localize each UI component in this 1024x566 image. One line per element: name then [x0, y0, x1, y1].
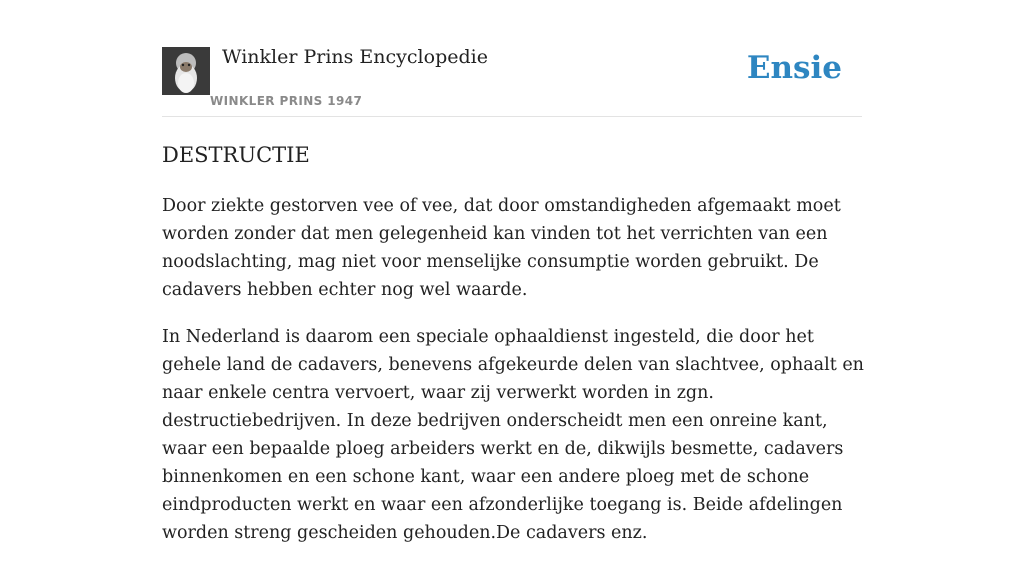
article-paragraph: In Nederland is daarom een speciale ophaaldienst ingesteld, die door het gehele land de cadavers, benevens afgekeurde delen van slachtvee, ophaalt en naar enkele centra vervoert, waar zij verwerkt worden in zgn. destructiebedrijven. In deze bedrijven onderscheidt men een onreine kant, waar een bepaalde ploeg arbeiders werkt en de, dikwijls besmette, cadavers binnenkomen en een schone kant, waar een andere ploeg met de schone eindproducten werkt en waar een afzonderlijke toegang is. Beide afdelingen worden streng gescheiden gehouden.De cadavers enz.	[162, 327, 864, 543]
portrait-avatar-icon[interactable]	[162, 47, 210, 95]
brand-logo[interactable]: Ensie	[746, 50, 842, 86]
article-title: DESTRUCTIE	[162, 143, 310, 167]
article	[162, 140, 866, 566]
source-title[interactable]: Winkler Prins Encyclopedie	[222, 46, 488, 68]
source-subtitle[interactable]: WINKLER PRINS 1947	[210, 94, 363, 108]
header	[162, 40, 862, 117]
article-paragraph: Door ziekte gestorven vee of vee, dat door omstandigheden afgemaakt moet worden zonder dat men gelegenheid kan vinden tot het verrichten van een noodslachting, mag niet voor menselijke consumptie worden gebruikt. De cadavers hebben echter nog wel waarde.	[162, 196, 841, 300]
